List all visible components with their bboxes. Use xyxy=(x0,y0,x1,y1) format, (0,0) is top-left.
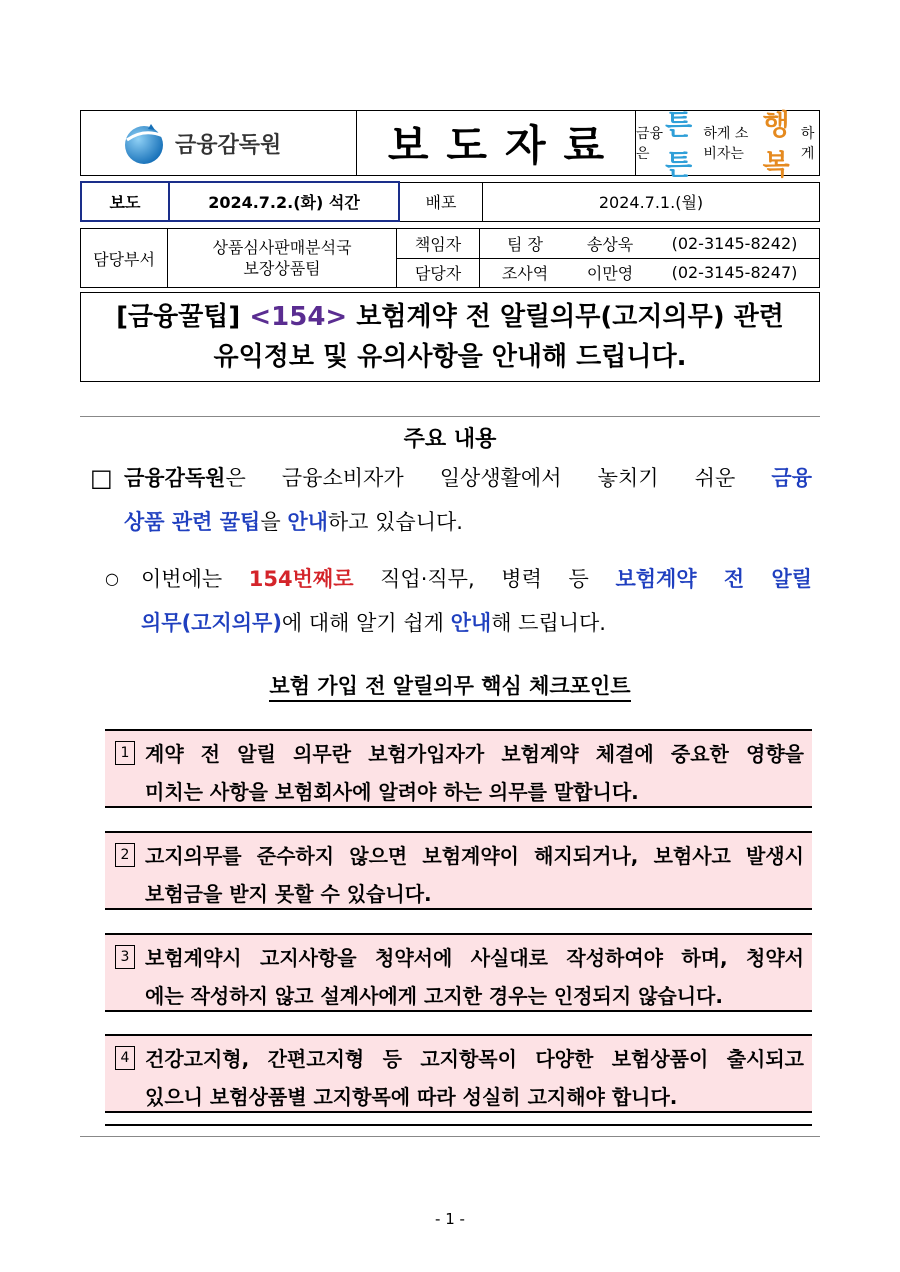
intro-org: 금융감독원 xyxy=(124,466,226,490)
press-title: 보도자료 xyxy=(357,111,636,175)
detail-highlight2: 의무(고지의무) xyxy=(141,611,282,635)
intro-highlight3: 안내 xyxy=(287,510,328,534)
checkpoint-number: 3 xyxy=(115,945,135,969)
contact-phone: (02-3145-8247) xyxy=(650,258,820,288)
contact-title: 팀 장 xyxy=(480,229,571,259)
detail-text3: 에 대해 알기 쉽게 xyxy=(281,611,451,635)
checkpoint-line1: 계약 전 알릴 의무란 보험가입자가 보험계약 체결에 중요한 영향을 xyxy=(145,742,804,766)
detail-highlight1: 보험계약 전 알릴 xyxy=(615,567,812,591)
checkpoint-heading-wrap xyxy=(0,670,900,700)
headline-number: <154> xyxy=(249,302,348,332)
checkpoint-heading: 보험 가입 전 알릴의무 핵심 체크포인트 xyxy=(269,674,630,702)
slogan-part2: 하게 소비자는 xyxy=(703,126,749,162)
contact-name: 이만영 xyxy=(570,258,650,288)
fss-logo-icon xyxy=(121,120,167,166)
press-header xyxy=(80,108,820,181)
detail-text2: 직업·직무, 병력 등 xyxy=(353,567,616,591)
checkpoint-item xyxy=(105,729,812,808)
checkpoint-line2: 미치는 사항을 보험회사에 알려야 하는 의무를 말합니다. xyxy=(145,780,639,804)
contact-table xyxy=(80,228,820,288)
org-name: 금융감독원 xyxy=(175,132,282,158)
distribution-date: 2024.7.1.(월) xyxy=(483,182,820,221)
dept-label: 담당부서 xyxy=(81,229,168,288)
checkpoint-line1: 고지의무를 준수하지 않으면 보험계약이 해지되거나, 보험사고 발생시 xyxy=(145,844,804,868)
checkpoint-line2: 보험금을 받지 못할 수 있습니다. xyxy=(145,882,432,906)
checkpoint-item xyxy=(105,933,812,1012)
bottom-rule xyxy=(105,1124,812,1126)
contact-phone: (02-3145-8242) xyxy=(650,229,820,259)
contact-role: 담당자 xyxy=(397,258,480,288)
slogan-part1: 금융은 xyxy=(636,126,664,162)
intro-line1 xyxy=(90,456,812,500)
headline-line2: 유익정보 및 유의사항을 안내해 드립니다. xyxy=(213,342,687,372)
release-info-table xyxy=(80,181,820,222)
checkpoint-line2: 있으니 보험상품별 고지항목에 따라 성실히 고지해야 합니다. xyxy=(145,1085,678,1109)
report-label: 보도 xyxy=(81,182,169,221)
detail-line2 xyxy=(105,601,812,645)
intro-highlight2: 상품 관련 꿀팁 xyxy=(124,510,261,534)
page-end-divider xyxy=(80,1136,820,1137)
square-bullet-icon: □ xyxy=(90,464,113,492)
intro-highlight1: 금융 xyxy=(771,466,812,490)
checkpoint-number: 2 xyxy=(115,843,135,867)
checkpoint-text xyxy=(145,837,804,913)
report-date: 2024.7.2.(화) 석간 xyxy=(169,182,399,221)
circle-bullet-icon: ○ xyxy=(105,569,119,588)
detail-count: 154번째로 xyxy=(248,567,354,591)
intro-text1: 은 금융소비자가 일상생활에서 놓치기 쉬운 xyxy=(225,466,772,490)
slogan-big1: 튼튼 xyxy=(665,108,693,181)
headline-subject: 보험계약 전 알릴의무(고지의무) 관련 xyxy=(347,302,784,332)
checkpoint-text xyxy=(145,1040,804,1116)
dept-name xyxy=(168,229,397,288)
detail-paragraph xyxy=(105,557,812,645)
detail-line1 xyxy=(105,557,812,601)
dept-name-line2: 보장상품팀 xyxy=(243,259,321,278)
section-divider xyxy=(80,416,820,417)
contact-role: 책임자 xyxy=(397,229,480,259)
checkpoint-text xyxy=(145,735,804,811)
intro-text2: 을 xyxy=(260,510,288,534)
org-logo xyxy=(81,111,357,175)
page-number: - 1 - xyxy=(435,1210,465,1228)
intro-paragraph xyxy=(90,456,812,544)
slogan xyxy=(636,108,819,181)
contact-name: 송상욱 xyxy=(570,229,650,259)
detail-highlight3: 안내 xyxy=(450,611,492,635)
checkpoint-item xyxy=(105,831,812,910)
checkpoint-item xyxy=(105,1034,812,1113)
distribution-label: 배포 xyxy=(399,182,483,221)
checkpoint-line1: 건강고지형, 간편고지형 등 고지항목이 다양한 보험상품이 출시되고 xyxy=(145,1047,804,1071)
checkpoint-number: 1 xyxy=(115,741,135,765)
dept-name-line1: 상품심사판매분석국 xyxy=(212,238,352,257)
headline-box xyxy=(80,292,820,382)
slogan-part3: 하게 xyxy=(800,126,815,162)
intro-line2 xyxy=(90,500,812,544)
checkpoint-line2: 에는 작성하지 않고 설계사에게 고지한 경우는 인정되지 않습니다. xyxy=(145,984,723,1008)
contact-title: 조사역 xyxy=(480,258,571,288)
headline-line1 xyxy=(116,297,784,337)
detail-text4: 해 드립니다. xyxy=(491,611,606,635)
checkpoint-text xyxy=(145,939,804,1015)
headline-prefix: [금융꿀팁] xyxy=(116,302,250,332)
checkpoint-number: 4 xyxy=(115,1046,135,1070)
main-heading: 주요 내용 xyxy=(403,427,497,452)
checkpoint-line1: 보험계약시 고지사항을 청약서에 사실대로 작성하여야 하며, 청약서 xyxy=(145,946,804,970)
detail-text1: 이번에는 xyxy=(141,567,249,591)
slogan-big2: 행복 xyxy=(762,108,790,181)
intro-text3: 하고 있습니다. xyxy=(327,510,463,534)
